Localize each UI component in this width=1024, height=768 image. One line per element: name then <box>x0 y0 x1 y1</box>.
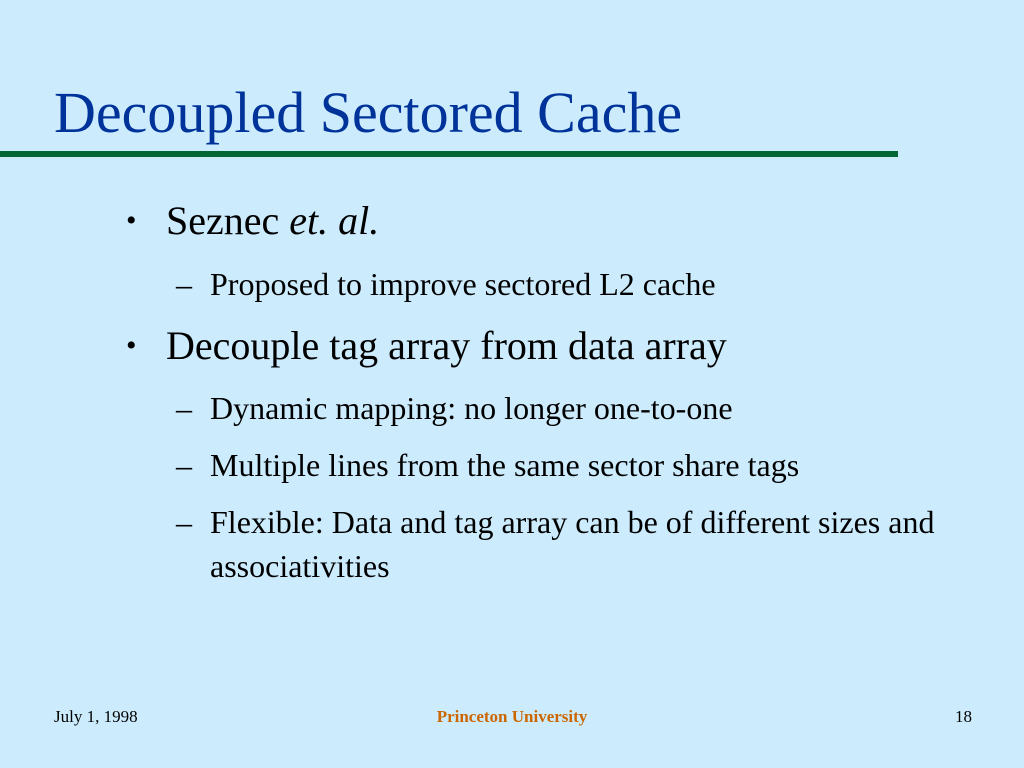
bullet-emphasis: et. al. <box>289 198 380 243</box>
sub-bullet-text: Dynamic mapping: no longer one-to-one <box>210 390 733 426</box>
dash-icon: – <box>176 447 192 483</box>
title-underline <box>0 151 898 157</box>
dash-icon: – <box>176 504 192 540</box>
bullet-text: Seznec <box>166 198 280 243</box>
slide-title: Decoupled Sectored Cache <box>54 80 683 145</box>
sub-bullet-text: Multiple lines from the same sector share tags <box>210 447 800 483</box>
bullet-dot-icon: • <box>126 204 137 237</box>
dash-icon: – <box>176 266 192 302</box>
footer-date: July 1, 1998 <box>54 707 138 726</box>
bullet-dot-icon: • <box>126 329 137 362</box>
sub-bullet-text: Proposed to improve sectored L2 cache <box>210 266 716 302</box>
page-number: 18 <box>955 707 972 726</box>
dash-icon: – <box>176 390 192 426</box>
bullet-text: Decouple tag array from data array <box>166 323 727 368</box>
footer-organization: Princeton University <box>436 707 588 726</box>
sub-bullet-text: Flexible: Data and tag array can be of different sizes and associativities <box>210 504 935 585</box>
